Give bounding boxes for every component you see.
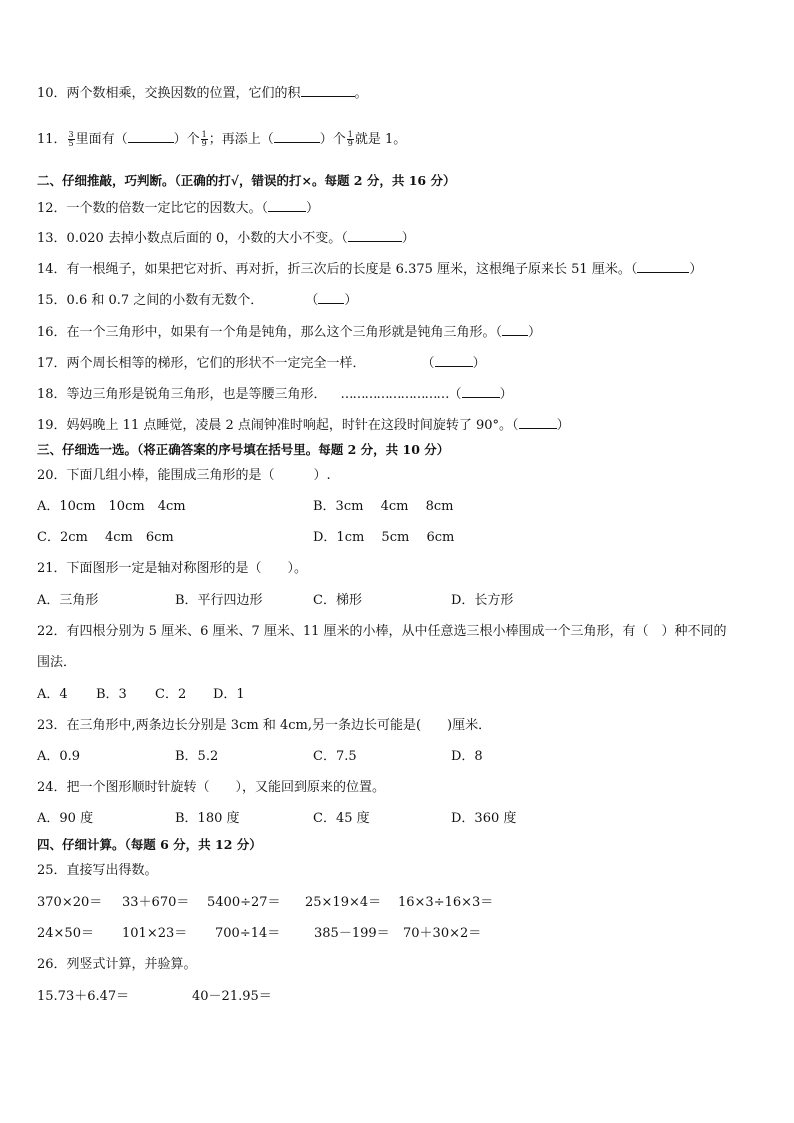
calc-item: 5400÷27＝ (207, 895, 281, 910)
option-d[interactable]: D．1cm 5cm 6cm (313, 530, 455, 545)
fraction: $\frac{1}{9}$ (347, 130, 353, 148)
option-d[interactable]: D．8 (451, 749, 483, 764)
option-d[interactable]: D．1 (213, 687, 245, 702)
answer-blank[interactable] (637, 259, 689, 273)
calc-item: 33＋670＝ (122, 895, 190, 910)
question-10: 10．两个数相乘，交换因数的位置，它们的积 。 (37, 83, 368, 103)
calc-item: 101×23＝ (122, 926, 188, 941)
question-22: 22．有四根分别为 5 厘米、6 厘米、7 厘米、11 厘米的小棒，从中任意选三根小棒围成一个三角形，有（ ）种不同的 (37, 624, 727, 639)
option-c[interactable]: C．2 (155, 687, 187, 702)
question-15: 15．0.6 和 0.7 之间的小数有无数个． （ ） (37, 290, 357, 310)
question-17: 17．两个周长相等的梯形，它们的形状不一定完全一样． （ ） (37, 353, 486, 373)
question-23: 23．在三角形中,两条边长分别是 3cm 和 4cm,另一条边长可能是( )厘米． (37, 718, 492, 733)
option-a[interactable]: A．0.9 (37, 749, 81, 764)
answer-blank[interactable] (519, 415, 557, 429)
question-10-text: 10．两个数相乘，交换因数的位置，它们的积 (37, 86, 301, 101)
answer-blank[interactable] (435, 353, 473, 367)
calc-item: 700÷14＝ (215, 926, 281, 941)
fraction: $\frac{3}{5}$ (68, 130, 74, 148)
option-c[interactable]: C．7.5 (313, 749, 357, 764)
section-4-heading: 四、仔细计算。（每题 6 分，共 12 分） (37, 837, 262, 852)
calc-item: 15.73＋6.47＝ (37, 989, 130, 1004)
question-12: 12．一个数的倍数一定比它的因数大。（ ） (37, 198, 319, 218)
option-b[interactable]: B．5.2 (175, 749, 219, 764)
question-20: 20．下面几组小棒，能围成三角形的是（ ）. (37, 468, 331, 483)
calc-item: 16×3÷16×3＝ (398, 895, 494, 910)
section-3-heading: 三、仔细选一选。（将正确答案的序号填在括号里。每题 2 分，共 10 分） (37, 442, 450, 457)
question-21: 21．下面图形一定是轴对称图形的是（ ）。 (37, 561, 308, 576)
option-b[interactable]: B．180 度 (175, 811, 240, 826)
section-2-heading: 二、仔细推敲，巧判断。（正确的打√，错误的打×。每题 2 分，共 16 分） (37, 173, 456, 188)
option-a[interactable]: A．90 度 (37, 811, 94, 826)
question-22-continued: 围法． (37, 655, 77, 670)
option-b[interactable]: B．3cm 4cm 8cm (313, 499, 454, 514)
option-a[interactable]: A．4 (37, 687, 68, 702)
calc-item: 70＋30×2＝ (403, 926, 482, 941)
fraction: $\frac{1}{9}$ (201, 130, 207, 148)
calc-item: 40－21.95＝ (192, 989, 272, 1004)
option-c[interactable]: C．2cm 4cm 6cm (37, 530, 174, 545)
option-a[interactable]: A．三角形 (37, 593, 99, 608)
option-d[interactable]: D．360 度 (451, 811, 517, 826)
answer-blank[interactable] (348, 228, 402, 242)
calc-item: 385－199＝ (314, 926, 390, 941)
question-19: 19．妈妈晚上 11 点睡觉，凌晨 2 点闹钟准时响起，时针在这段时间旋转了 90°。（ ） (37, 415, 570, 435)
option-b[interactable]: B．平行四边形 (175, 593, 263, 608)
question-26: 26．列竖式计算，并验算。 (37, 957, 197, 972)
question-13: 13．0.020 去掉小数点后面的 0，小数的大小不变。（ ） (37, 228, 415, 248)
option-c[interactable]: C．45 度 (313, 811, 370, 826)
question-16: 16．在一个三角形中，如果有一个角是钝角，那么这个三角形就是钝角三角形。（ ） (37, 322, 541, 342)
option-b[interactable]: B．3 (96, 687, 127, 702)
option-d[interactable]: D．长方形 (451, 593, 514, 608)
question-11: 11． $\frac{3}{5}$ 里面有（ ）个 $\frac{1}{9}$ ；再添上（ ）个 $\frac{1}{9}$ 就是 1。 (37, 130, 407, 148)
calc-item: 25×19×4＝ (305, 895, 382, 910)
option-a[interactable]: A．10cm 10cm 4cm (37, 499, 186, 514)
question-18: 18．等边三角形是锐角三角形，也是等腰三角形． ………………………（ ） (37, 384, 513, 404)
question-14: 14．有一根绳子，如果把它对折、再对折，折三次后的长度是 6.375 厘米，这根绳子原来长 51 厘米。（ ） (37, 259, 702, 279)
answer-blank[interactable] (462, 384, 500, 398)
option-c[interactable]: C．梯形 (313, 593, 362, 608)
answer-blank[interactable] (318, 290, 344, 304)
answer-blank[interactable] (301, 83, 355, 97)
question-24: 24．把一个图形顺时针旋转（ ），又能回到原来的位置。 (37, 780, 386, 795)
answer-blank[interactable] (502, 322, 528, 336)
answer-blank[interactable] (268, 198, 306, 212)
calc-item: 370×20＝ (37, 895, 103, 910)
answer-blank[interactable] (274, 129, 320, 143)
answer-blank[interactable] (128, 129, 174, 143)
calc-item: 24×50＝ (37, 926, 94, 941)
question-25: 25．直接写出得数。 (37, 863, 158, 878)
